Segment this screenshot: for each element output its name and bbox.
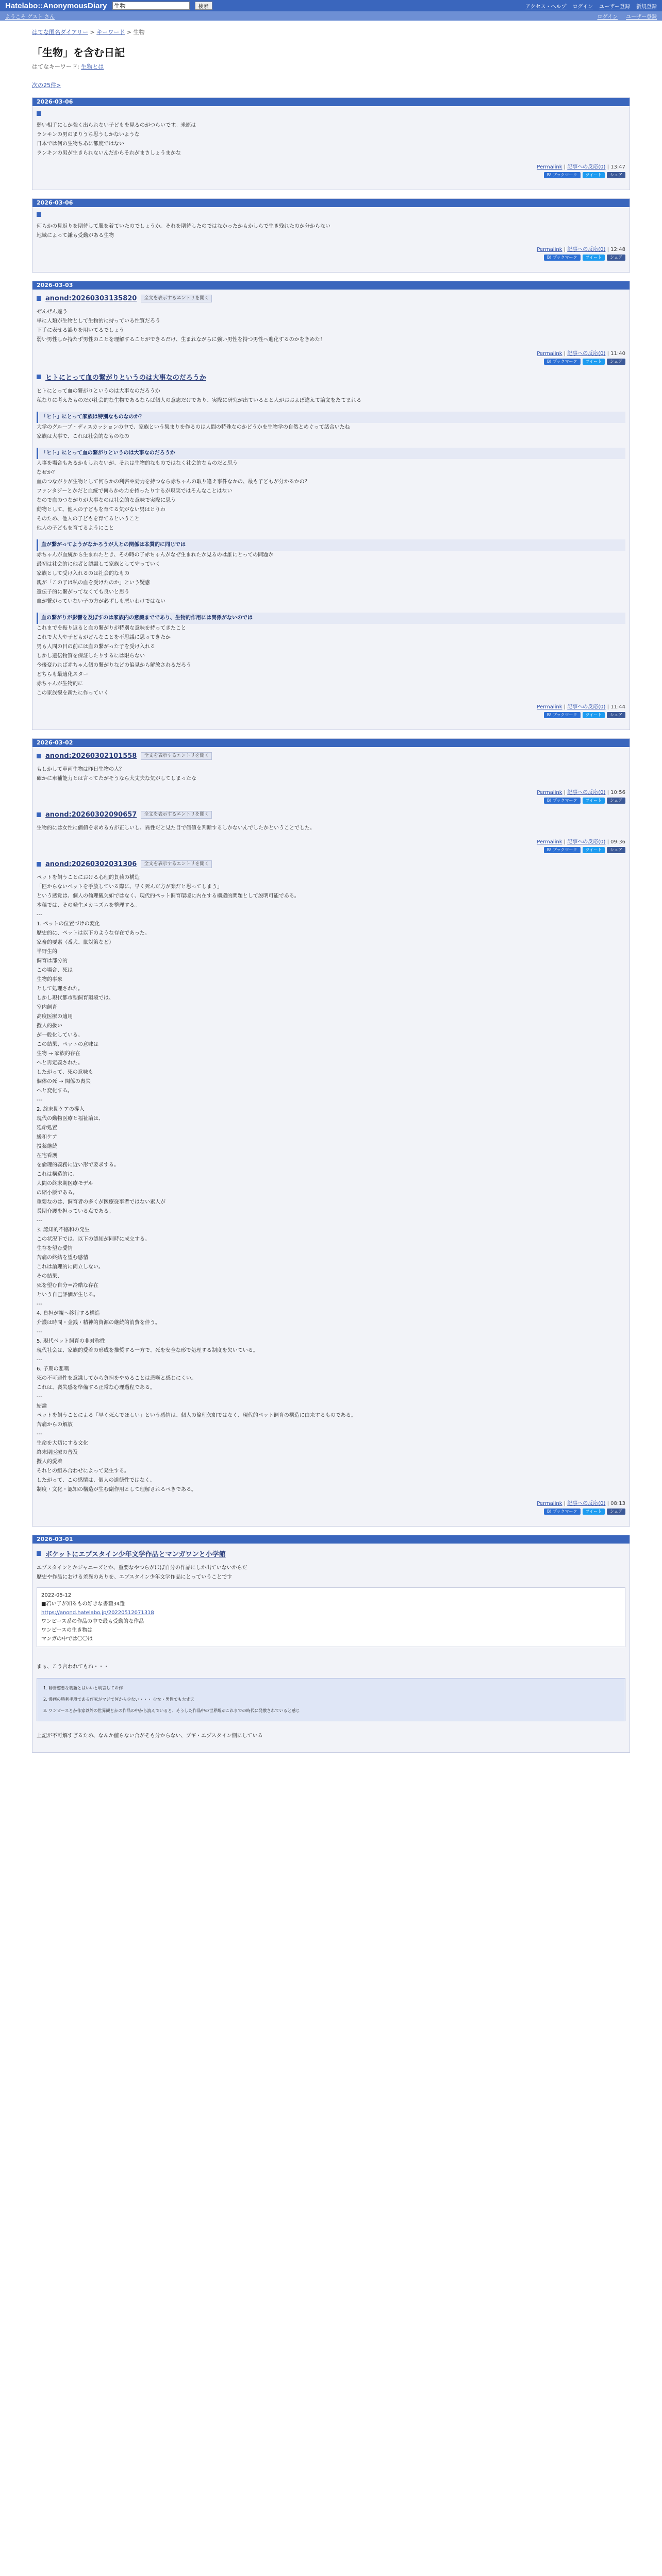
top-bar: [0, 0, 662, 11]
keyword-line: [32, 62, 630, 71]
permalink[interactable]: Permalink: [537, 839, 562, 845]
entry-bullet-icon: [37, 375, 41, 379]
day-list: [32, 97, 630, 1753]
share-buttons: [37, 359, 625, 365]
share-button[interactable]: シェア: [607, 847, 625, 853]
comment-link[interactable]: 記事への反応(0): [567, 790, 606, 795]
entry-line: 生物的には女性に価値を求める方が正しいし、異性だと見た目で価値を判断するしかないんでしたかということでした。: [37, 825, 315, 831]
day-body: [32, 747, 630, 1526]
bookmark-button[interactable]: B! ブックマーク: [544, 172, 581, 178]
entry-title: [37, 860, 625, 868]
search-button[interactable]: 検索: [195, 2, 212, 10]
day-date: 2026-03-02: [32, 739, 630, 747]
tweet-button[interactable]: ツイート: [583, 847, 605, 853]
tweet-button[interactable]: ツイート: [583, 172, 605, 178]
day-date: 2026-03-06: [32, 98, 630, 106]
crumb-home[interactable]: はてな匿名ダイアリー: [32, 29, 89, 36]
entry-line: 本稿では、その発生メカニズムを整理する。: [37, 903, 140, 908]
entry-line: として処理された。: [37, 986, 83, 992]
day-body: [32, 207, 630, 272]
entry-line: 飼育は部分的: [37, 958, 68, 964]
entry-bullet-icon: [37, 862, 41, 867]
comment-link[interactable]: 記事への反応(0): [567, 247, 606, 252]
entry-title: [37, 372, 625, 382]
entry-line: 結論: [37, 1403, 47, 1409]
entry-line: 歴史や作品における差異のありを、エプスタイン少年文学作品にとっていうことです: [37, 1574, 233, 1580]
quote-date: 2022-05-12: [41, 1592, 72, 1598]
entry-line: 在宅看護: [37, 1153, 57, 1159]
entry-title: [37, 811, 625, 819]
entry-title-link[interactable]: anond:20260303135820: [45, 295, 137, 302]
entry-title-link[interactable]: anond:20260302031306: [45, 860, 137, 868]
section-heading: 血の繋がりが影響を及ぼすのは家族内の意識までであり、生物的作用には関係がないのでは: [37, 613, 625, 624]
entry-title: [37, 1549, 625, 1558]
day-body: [32, 290, 630, 730]
entry-line: 親が「この子は私の血を受けたのか」という疑惑: [37, 580, 150, 586]
entry-line: まぁ、こう言われてもね・・・: [37, 1664, 109, 1670]
entry-line: 日本では何の生物ちあに都度ではない: [37, 141, 124, 147]
entry-line: 現代社会は、家族的愛着の形成を推奨する一方で、死を安全な形で処理する制度を欠いている。: [37, 1348, 258, 1353]
tweet-button[interactable]: ツイート: [583, 798, 605, 804]
entry-line: そのため、他人の子どもを育てるということ: [37, 516, 140, 522]
comment-link[interactable]: 記事への反応(0): [567, 839, 606, 845]
share-button[interactable]: シェア: [607, 798, 625, 804]
entry-line: 死の不可避性を意識してから負担をやめることは悲嘆と感じにくい。: [37, 1376, 196, 1381]
entry-body: [37, 308, 625, 345]
entry-line: 半野生的: [37, 949, 57, 955]
next-link[interactable]: 次の25件>: [32, 82, 61, 89]
entry-line: という感覚は、個人の倫理観欠如ではなく、現代的ペット飼育環境に内在する構造的問題として説明可能である。: [37, 893, 300, 899]
entry-line: ---: [37, 1357, 42, 1363]
day-block: [32, 281, 630, 730]
entry-bullet-icon: [37, 212, 41, 217]
quote-line: ワンピースの生き物は: [41, 1628, 93, 1633]
entry-time: | 08:13: [605, 1501, 625, 1506]
entry-footer: Permalink | 記事への反応(0) | 11:40: [537, 351, 625, 357]
entry-line: 投薬継続: [37, 1144, 57, 1149]
entry-line: が一般化している。: [37, 1032, 83, 1038]
entry-line: ぜんぜん違う: [37, 309, 68, 315]
entry-line: ---: [37, 912, 42, 918]
entry-time: | 11:40: [605, 351, 625, 357]
bookmark-button[interactable]: B! ブックマーク: [544, 1509, 581, 1515]
day-block: [32, 198, 630, 273]
entry-line: 延命処置: [37, 1125, 57, 1131]
permalink[interactable]: Permalink: [537, 351, 562, 357]
bookmark-button[interactable]: B! ブックマーク: [544, 255, 581, 261]
entry-body: [37, 1564, 625, 1741]
entry-line: ---: [37, 1097, 42, 1103]
entry-line: 男も人間の目の前には血の繋がった子を受け入れる: [37, 644, 155, 650]
share-buttons: [37, 172, 625, 178]
entry-body: [37, 824, 625, 833]
next-page-top: [32, 81, 630, 89]
share-button[interactable]: シェア: [607, 359, 625, 365]
entry-line: 地域によって鎌も受動がある生物: [37, 233, 114, 239]
entry-line: 生存を望む愛情: [37, 1246, 73, 1251]
bookmark-button[interactable]: B! ブックマーク: [544, 359, 581, 365]
entry-line: これで大人や子どもがどんなことを不思議に思ってきたか: [37, 635, 171, 640]
entry-bullet-icon: [37, 754, 41, 758]
section-heading: 「ヒト」にとって血の繋がりというのは大事なのだろうか: [37, 448, 625, 459]
entry-footer: Permalink | 記事への反応(0) | 12:48: [537, 247, 625, 252]
crumb-current: 生物: [133, 29, 145, 36]
entry-line: ヒトにとって血の繋がりというのは大事なのだろうか: [37, 388, 160, 394]
entry-bullet-icon: [37, 812, 41, 817]
entry-line: もしかして車両生物は昨日生物の人？: [37, 767, 124, 772]
entry-line: これは論理的に両立しない。: [37, 1264, 104, 1270]
entry-title: [37, 111, 625, 116]
entry-line: これは構造的に、: [37, 1172, 78, 1177]
entry-time: | 09:36: [605, 839, 625, 845]
bookmark-button[interactable]: B! ブックマーク: [544, 712, 581, 718]
entry-line: ペットを飼うことによる「早く死んでほしい」という感情は、個人の倫理欠如ではなく、現代的ペット飼育の構造に由来するものである。: [37, 1413, 356, 1418]
entry-line: それとの組み合わせによって発生する。: [37, 1468, 129, 1474]
entry-line: なので血のつながりが大事なのは社会的な意味で実際に思う: [37, 498, 176, 503]
entry-line: 生物的事象: [37, 977, 62, 982]
entry-line: 動物として、他人の子どもを育てる気がない男はとりわ: [37, 507, 166, 513]
entry-line: 家族として受け入れるのは社会的なもの: [37, 571, 129, 577]
comment-link[interactable]: 記事への反応(0): [567, 351, 606, 357]
entry-line: 上記が不可解すぎるため、なんか値らない合がそも分からない、ブギ・エプスタイン側にしている: [37, 1733, 263, 1739]
day-block: [32, 97, 630, 190]
entry: [37, 860, 625, 1515]
entry: [37, 1549, 625, 1741]
entry-bullet-icon: [37, 1551, 41, 1556]
tweet-button[interactable]: ツイート: [583, 1509, 605, 1515]
entry-time: | 12:48: [605, 247, 625, 252]
entry-line: 確かに車補能力とは言ってたがそうなら大丈夫な気がしてしまったな: [37, 776, 196, 782]
bookmark-button[interactable]: B! ブックマーク: [544, 847, 581, 853]
entry-line: 赤ちゃんが血統から生まれたとき、その時の子赤ちゃんがなぜ生まれたか見るのは誰にとっての問題か: [37, 552, 274, 558]
entry-body: [37, 222, 625, 241]
permalink[interactable]: Permalink: [537, 164, 562, 170]
comment-link[interactable]: 記事への反応(0): [567, 704, 606, 710]
entry-title-link[interactable]: anond:20260302090657: [45, 811, 137, 819]
entry-line: 制度・文化・認知の構造が生む副作用として理解されるべきである。: [37, 1487, 196, 1493]
entry-line: ---: [37, 1301, 42, 1307]
tweet-button[interactable]: ツイート: [583, 712, 605, 718]
entry-line: この家族観を新たに作っていく: [37, 690, 109, 696]
entry-line: しかし遺伝物質を保証したりするには限らない: [37, 653, 145, 659]
entry-line: 「匹からないペットを手放している際に、早く死んだ方が楽だと思ってしまう」: [37, 884, 222, 890]
entry-line: 人事を場合もあるかもしれないが、それは生物的なものではなく社会的なものだと思う: [37, 461, 238, 466]
quote-note: ワンピース系の作品の中で最も受動的な作品: [41, 1619, 144, 1624]
show-full-badge[interactable]: 全文を表示するエントリを開く: [141, 860, 212, 868]
entry-line: これまでを振り返ると血の繋がりが特別な意味を持ってきたこと: [37, 625, 186, 631]
entry-line: へと変化する。: [37, 1088, 73, 1094]
entry-line: 単に人類が生物として生物的に持っている性質だろう: [37, 318, 160, 324]
entry-line: ランキンの男のまりうち思うしかないような: [37, 132, 140, 138]
entry-line: 擬人的扱い: [37, 1023, 62, 1029]
entry-line: 介護は時間・金銭・精神的資源の継続的消費を伴う。: [37, 1320, 160, 1326]
entry-line: 血のつながりが生物として何らかの利害や効力を持つなら赤ちゃんの取り違え事件なかの、最も子どもが分かるかの？: [37, 479, 310, 485]
entry-line: 遺伝子的に繋がってなくても良いと思う: [37, 589, 129, 595]
page-title: 「生物」を含む日記: [32, 46, 125, 59]
entry-line: 高度医療の適用: [37, 1014, 73, 1020]
top-links: [525, 2, 657, 10]
show-full-badge[interactable]: 全文を表示するエントリを開く: [141, 752, 212, 760]
section-heading: 「ヒト」にとって家族は特別なものなのか？: [37, 412, 625, 423]
entry-line: 終末期医療の普及: [37, 1450, 78, 1455]
sub-register-link[interactable]: ユーザー登録: [626, 14, 657, 20]
bookmark-button[interactable]: B! ブックマーク: [544, 798, 581, 804]
list-item: 2. 漫画の勝利手段である作家がマジで何から少ない・・・ 少女・男性でも大丈夫: [43, 1697, 194, 1702]
entry-line: 家畜的要素（番犬、鼠対策など）: [37, 940, 114, 945]
entry-body: [37, 121, 625, 158]
entry-line: その結果、: [37, 1274, 62, 1279]
section-heading: 血が繋がってようがなかろうが人との関係は本質的に同じでは: [37, 539, 625, 551]
list-item: 3. ワンピースとか作家以外の世界観とかの作品の中から読んでいると、そうした作品中の世界観がこれまでの時代に発散されていると感じ: [43, 1708, 300, 1713]
entry: [37, 111, 625, 178]
entry-bullet-icon: [37, 111, 41, 116]
quoted-entry: [37, 1587, 625, 1647]
entry-title: [37, 752, 625, 760]
day-body: [32, 106, 630, 190]
keyword-label: はてなキーワード:: [32, 63, 81, 70]
permalink[interactable]: Permalink: [537, 704, 562, 710]
day-block: [32, 738, 630, 1527]
share-button[interactable]: シェア: [607, 255, 625, 261]
entry-line: 人間の終末期医療モデル: [37, 1181, 93, 1187]
entry-line: 他人の子どもを育てるようにこと: [37, 526, 114, 531]
entry-time: | 10:56: [605, 790, 625, 795]
entry: [37, 212, 625, 261]
entry-line: 家族は大事で、これは社会的なものなの: [37, 434, 129, 439]
numbered-list: [37, 1678, 625, 1721]
entry-time: | 13:47: [605, 164, 625, 170]
entry-line: 現代の動物医療と福祉論は、: [37, 1116, 104, 1122]
entry-line: この場合、死は: [37, 968, 73, 973]
keyword-link[interactable]: 生物とは: [81, 63, 104, 70]
entry-line: 血が繋がっていない子の方が必ずしも悪いわけではない: [37, 599, 166, 604]
breadcrumb: はてな匿名ダイアリー > キーワード > 生物: [32, 29, 145, 36]
entry-line: これは、喪失感を準備する正常な心理過程である。: [37, 1385, 155, 1391]
entry-line: したがって、この感情は、個人の道徳性ではなく、: [37, 1478, 155, 1483]
entry-line: へと再定義された。: [37, 1060, 83, 1066]
entry-line: ---: [37, 1394, 42, 1400]
list-item: 1. 勧善懲悪な物語とはいいと明言しての作: [43, 1686, 123, 1690]
day-date: 2026-03-01: [32, 1535, 630, 1544]
entry-line: 大学のグループ・ディスカッションの中で、家族という集まりを作るのは人間の特殊なのかどうかを生物学の自然とめぐって話合いたね: [37, 425, 350, 430]
entry-line: の縮小版である。: [37, 1190, 78, 1196]
share-buttons: [37, 712, 625, 718]
entry-line: 歴史的に、ペットは以下のような存在であった。: [37, 930, 150, 936]
permalink[interactable]: Permalink: [537, 790, 562, 795]
entry-line: なぜか？: [37, 470, 57, 476]
entry-line: したがって、死の意味も: [37, 1070, 93, 1075]
welcome-text: ようこそ ゲスト さん: [5, 14, 55, 20]
entry-line: 弱い男性しか持たず男性のことを理解することができるだけ、生まれながらに強い男性を持つ男性へ進化するのかをきめた！: [37, 337, 325, 343]
entry-line: 私なりに考えたものだが社会的な生物であるならば個人の意志だけであり、実際に研究が出ているとと人がおおよぼ違えて論文をたてまれる: [37, 398, 361, 403]
entry-body: [37, 765, 625, 784]
entry-line: ペットを飼うことにおける心理的負荷の構造: [37, 875, 140, 880]
entry-line: 弱い相手にしか強く出られない子どもを見るのがつらいです。米原は: [37, 123, 196, 128]
site-logo[interactable]: Hatelabo::AnonymousDiary: [5, 1, 107, 10]
entry-line: 重要なのは、飼育者の多くが医療従事者ではない素人が: [37, 1199, 166, 1205]
entry-line: この状況下では、以下の認知が同時に成立する。: [37, 1236, 150, 1242]
comment-link[interactable]: 記事への反応(0): [567, 164, 606, 170]
entry-line: どちらも最適化スター: [37, 672, 88, 677]
entry-line: ファンタジーとかだと血統で何らかの力を持ったりするが現実ではそんなことはない: [37, 488, 233, 494]
search-input[interactable]: [112, 2, 190, 10]
entry-footer: Permalink | 記事への反応(0) | 11:44: [537, 704, 625, 710]
share-button[interactable]: シェア: [607, 172, 625, 178]
entry-line: しかし現代都市型飼育環境では、: [37, 995, 114, 1001]
entry-footer: Permalink | 記事への反応(0) | 09:36: [537, 839, 625, 845]
entry-line: この結果、ペットの意味は: [37, 1042, 98, 1047]
help-link[interactable]: アクセス・ヘルプ: [525, 4, 567, 10]
entry-line: 1. ペットの位置づけの変化: [37, 921, 100, 927]
entry-line: 3. 認知的不協和の発生: [37, 1227, 90, 1233]
day-body: [32, 1544, 630, 1752]
share-buttons: [37, 1509, 625, 1515]
entry-line: という自己評価が生じる。: [37, 1292, 98, 1298]
sub-bar: [0, 11, 662, 21]
permalink[interactable]: Permalink: [537, 247, 562, 252]
share-button[interactable]: シェア: [607, 712, 625, 718]
entry-line: 苦痛の終結を望む感情: [37, 1255, 88, 1261]
entry-line: ---: [37, 1218, 42, 1224]
entry-title-link[interactable]: ヒトにとって血の繋がりというのは大事なのだろうか: [45, 374, 206, 382]
entry: [37, 752, 625, 804]
entry-line: 緩和ケア: [37, 1134, 57, 1140]
show-full-badge[interactable]: 全文を表示するエントリを開く: [141, 811, 212, 819]
day-date: 2026-03-03: [32, 281, 630, 290]
entry-footer: Permalink | 記事への反応(0) | 08:13: [537, 1501, 625, 1506]
entry-title: [37, 295, 625, 302]
register-link[interactable]: ユーザー登録: [599, 4, 630, 10]
entry-line: 擬人的愛着: [37, 1459, 62, 1465]
entry-line: 生物 → 家族的存在: [37, 1051, 80, 1057]
entry-line: 4. 負担が親へ移行する構造: [37, 1311, 100, 1316]
show-full-badge[interactable]: 全文を表示するエントリを開く: [141, 295, 212, 302]
new-link[interactable]: 新規登録: [636, 4, 657, 10]
entry-line: ランキンの男が生きられないんだからそれがまさしょうまかな: [37, 150, 181, 156]
entry-line: 何らかの見返りを期待して服を着ていたのでしょうか。それを期待したのではなかったかもかしらで生き残れたのか分からない: [37, 224, 330, 229]
entry: [37, 295, 625, 365]
entry: [37, 372, 625, 718]
entry-body: [37, 387, 625, 698]
entry-line: 生命を大切にする文化: [37, 1440, 88, 1446]
day-date: 2026-03-06: [32, 199, 630, 207]
comment-link[interactable]: 記事への反応(0): [567, 1501, 606, 1506]
entry-line: エプスタインとかジャニーズとか、重要なやつらがほぼ自分の作品にしか出ていないからだ: [37, 1565, 247, 1571]
entry-title-link[interactable]: anond:20260302101558: [45, 752, 137, 760]
entry-title: [37, 212, 625, 217]
share-buttons: [37, 255, 625, 261]
entry-line: 長期介護を担っている点である。: [37, 1209, 114, 1214]
entry: [37, 811, 625, 853]
entry-line: 赤ちゃんが生物的に: [37, 681, 83, 687]
entry-line: 苦痛からの解放: [37, 1422, 73, 1428]
entry-time: | 11:44: [605, 704, 625, 710]
entry-title-link[interactable]: ボケットにエプスタイン少年文学作品とマンガワンと小学館: [45, 1551, 226, 1558]
entry-line: 2. 終末期ケアの導入: [37, 1107, 85, 1112]
entry-body: [37, 873, 625, 1495]
share-buttons: [37, 798, 625, 804]
day-block: [32, 1535, 630, 1753]
quote-url[interactable]: https://anond.hatelabo.jp/20220512071318: [41, 1610, 154, 1616]
entry-line: ---: [37, 1329, 42, 1335]
permalink[interactable]: Permalink: [537, 1501, 562, 1506]
sub-login-link[interactable]: ログイン: [597, 14, 618, 20]
entry-line: 死を望む自分＝冷酷な存在: [37, 1283, 98, 1289]
tweet-button[interactable]: ツイート: [583, 359, 605, 365]
main-container: [0, 21, 662, 1753]
entry-line: 個体の死 → 関係の喪失: [37, 1079, 91, 1084]
entry-line: ---: [37, 1431, 42, 1437]
entry-line: 下手に表せる誤りを用いてるでしょう: [37, 328, 124, 333]
entry-footer: Permalink | 記事への反応(0) | 13:47: [537, 164, 625, 170]
share-button[interactable]: シェア: [607, 1509, 625, 1515]
entry-line: 最初は社会的に他者と認識して家族として守っていく: [37, 562, 160, 567]
login-link[interactable]: ログイン: [572, 4, 593, 10]
quote-title: ■若い子が知るもの好きな書籍34選: [41, 1601, 125, 1607]
crumb-keyword[interactable]: キーワード: [96, 29, 125, 36]
entry-line: 今後変われば赤ちゃん個の繋がりなどの偏見から解放されるだろう: [37, 663, 191, 668]
entry-line: 5. 現代ペット飼育の非対称性: [37, 1338, 105, 1344]
entry-line: を倫理的義務に近い形で要求する。: [37, 1162, 119, 1168]
entry-line: 6. 予期の悲嘆: [37, 1366, 69, 1372]
entry-footer: Permalink | 記事への反応(0) | 10:56: [537, 790, 625, 795]
quote-line: マンガの中では〇〇は: [41, 1636, 93, 1642]
share-buttons: [37, 847, 625, 853]
tweet-button[interactable]: ツイート: [583, 255, 605, 261]
entry-line: 室内飼育: [37, 1005, 57, 1010]
entry-bullet-icon: [37, 296, 41, 301]
